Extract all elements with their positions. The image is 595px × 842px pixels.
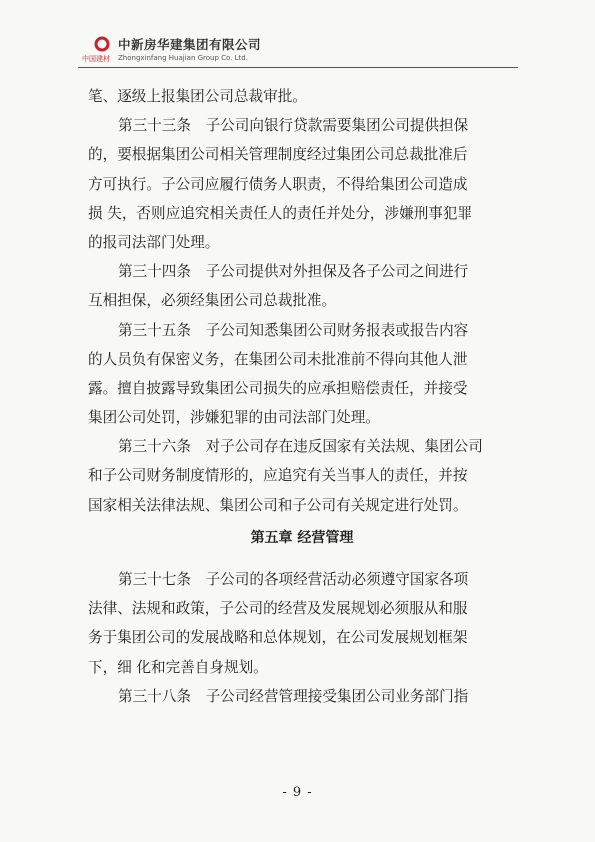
header-divider bbox=[78, 67, 518, 68]
article-34 bbox=[88, 257, 516, 315]
text-line: 的人员负有保密义务，在集团公司未批准前不得向其他人泄 bbox=[88, 350, 468, 368]
text-line: 法律、法规和政策，子公司的经营及发展规划必须服从和服 bbox=[88, 600, 468, 618]
document-body bbox=[88, 82, 516, 711]
letterhead bbox=[78, 32, 518, 72]
text-line: 互相担保，必须经集团公司总裁批准。 bbox=[88, 292, 337, 310]
article-33 bbox=[88, 111, 516, 257]
text-line: 国家相关法律法规、集团公司和子公司有关规定进行处罚。 bbox=[88, 496, 468, 514]
text-line: 损 失，否则应追究相关责任人的责任并处分，涉嫌刑事犯罪 bbox=[88, 204, 473, 222]
sub-brand-label: 中国建材 bbox=[82, 55, 110, 63]
ring-logo-icon bbox=[94, 36, 110, 52]
article-38 bbox=[88, 682, 516, 711]
text-line: 第三十五条 子公司知悉集团公司财务报表或报告内容 bbox=[118, 321, 469, 339]
text-line: 集团公司处罚，涉嫌犯罪的由司法部门处理。 bbox=[88, 409, 380, 427]
paragraph-continuation bbox=[88, 82, 516, 111]
text-line: 的报司法部门处理。 bbox=[88, 233, 220, 251]
text-line: 下，细 化和完善自身规划。 bbox=[88, 658, 268, 676]
article-35 bbox=[88, 316, 516, 433]
company-name: 中新房华建集团有限公司 bbox=[118, 37, 262, 52]
text-line: 第三十七条 子公司的各项经营活动必须遵守国家各项 bbox=[118, 571, 469, 588]
article-37 bbox=[88, 565, 516, 682]
company-english-name: Zhongxinfang Huajian Group Co. Ltd. bbox=[118, 54, 248, 62]
page-number: - 9 - bbox=[282, 785, 313, 800]
text-line: 第三十八条 子公司经营管理接受集团公司业务部门指 bbox=[118, 687, 469, 705]
text-line: 和子公司财务制度情形的，应追究有关当事人的责任，并按 bbox=[88, 467, 468, 485]
text-line: 笔、逐级上报集团公司总裁审批。 bbox=[88, 88, 307, 105]
text-line: 的，要根据集团公司相关管理制度经过集团公司总裁批准后 bbox=[88, 146, 468, 164]
text-line: 务于集团公司的发展战略和总体规划，在公司发展规划框架 bbox=[88, 629, 468, 647]
chapter-heading: 第五章 经营管理 bbox=[250, 529, 354, 546]
text-line: 第三十六条 对子公司存在违反国家有关法规、集团公司 bbox=[118, 438, 483, 456]
text-line: 方可执行。子公司应履行债务人职责，不得给集团公司造成 bbox=[88, 175, 468, 193]
text-line: 第三十三条 子公司向银行贷款需要集团公司提供担保 bbox=[118, 117, 469, 135]
text-line: 露。擅自披露导致集团公司损失的应承担赔偿责任，并接受 bbox=[88, 379, 468, 397]
article-36 bbox=[88, 432, 516, 520]
text-line: 第三十四条 子公司提供对外担保及各子公司之间进行 bbox=[118, 263, 469, 281]
